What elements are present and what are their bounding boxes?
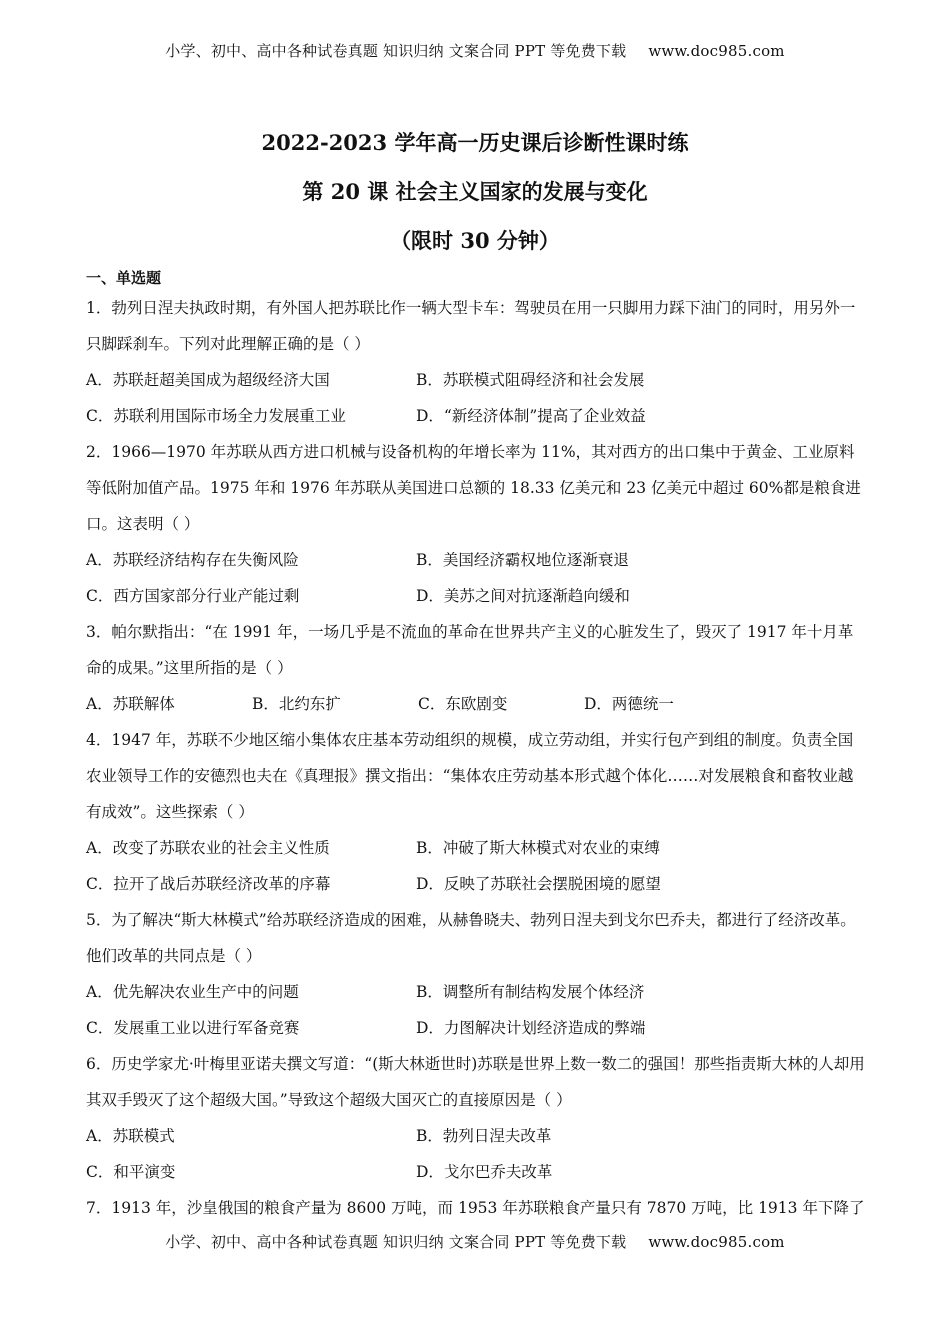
- page-footer: [0, 1231, 950, 1252]
- option-a: A．优先解决农业生产中的问题: [86, 983, 299, 1001]
- title-line-2: 第 20 课 社会主义国家的发展与变化: [302, 179, 648, 204]
- option-c: C．拉开了战后苏联经济改革的序幕: [86, 875, 331, 893]
- question-6: 6．历史学家尤·叶梅里亚诺夫撰文写道：“(斯大林逝世时)苏联是世界上数一数二的强国！那些指责斯大林的人却用其双手毁灭了这个超级大国。”导致这个超级大国灭亡的直接原因是（ ）: [86, 1055, 865, 1109]
- option-row: [86, 542, 866, 578]
- option-row: [86, 686, 866, 722]
- question-1: 1．勃列日涅夫执政时期，有外国人把苏联比作一辆大型卡车：驾驶员在用一只脚用力踩下油门的同时，用另外一只脚踩刹车。下列对此理解正确的是（ ）: [86, 299, 856, 353]
- option-row: [86, 362, 866, 398]
- option-a: A．苏联经济结构存在失衡风险: [86, 551, 299, 569]
- question-7: 7．1913 年，沙皇俄国的粮食产量为 8600 万吨，而 1953 年苏联粮食产量只有 7870 万吨，比 1913 年下降了: [86, 1199, 865, 1217]
- option-row: [86, 974, 866, 1010]
- option-a: A．改变了苏联农业的社会主义性质: [86, 839, 330, 857]
- option-row: [86, 1010, 866, 1046]
- question-5: 5．为了解决“斯大林模式”给苏联经济造成的困难，从赫鲁晓夫、勃列日涅夫到戈尔巴乔夫，都进行了经济改革。他们改革的共同点是（ ）: [86, 911, 856, 965]
- option-a: A．苏联解体: [86, 695, 175, 713]
- question-4: 4．1947 年，苏联不少地区缩小集体农庄基本劳动组织的规模，成立劳动组，并实行包产到组的制度。负责全国农业领导工作的安德烈也夫在《真理报》撰文指出：“集体农庄劳动基本形式越个体化……对发展粮食和畜牧业越有成效”。这些探索（ ）: [86, 731, 854, 821]
- footer-site: www.doc985.com: [648, 1233, 785, 1251]
- title-line-1: 2022-2023 学年高一历史课后诊断性课时练: [261, 130, 689, 155]
- footer-text: 小学、初中、高中各种试卷真题 知识归纳 文案合同 PPT 等免费下载: [165, 1233, 627, 1251]
- option-d: D．戈尔巴乔夫改革: [416, 1163, 553, 1181]
- question-list: [86, 266, 866, 1226]
- option-d: D．反映了苏联社会摆脱困境的愿望: [416, 875, 661, 893]
- option-c: C．发展重工业以进行军备竞赛: [86, 1019, 300, 1037]
- option-c: C．东欧剧变: [418, 695, 508, 713]
- option-row: [86, 578, 866, 614]
- option-c: C．西方国家部分行业产能过剩: [86, 587, 300, 605]
- option-row: [86, 866, 866, 902]
- question-2: 2．1966—1970 年苏联从西方进口机械与设备机构的年增长率为 11%，其对西方的出口集中于黄金、工业原料等低附加值产品。1975 年和 1976 年苏联从美国进口总额的 18.33 亿美元和 23 亿美元中超过 60%都是粮食进口。这表明（ ）: [86, 443, 861, 533]
- header-site: www.doc985.com: [648, 42, 785, 60]
- option-a: A．苏联模式: [86, 1127, 175, 1145]
- question-3: 3．帕尔默指出：“在 1991 年，一场几乎是不流血的革命在世界共产主义的心脏发生了，毁灭了 1917 年十月革命的成果。”这里所指的是（ ）: [86, 623, 854, 677]
- option-b: B．苏联模式阻碍经济和社会发展: [416, 371, 645, 389]
- page-header: [0, 40, 950, 61]
- title-line-3: （限时 30 分钟）: [390, 228, 560, 253]
- option-d: D．力图解决计划经济造成的弊端: [416, 1019, 646, 1037]
- option-b: B．勃列日涅夫改革: [416, 1127, 552, 1145]
- option-b: B．美国经济霸权地位逐渐衰退: [416, 551, 629, 569]
- option-c: C．苏联利用国际市场全力发展重工业: [86, 407, 346, 425]
- option-b: B．北约东扩: [252, 695, 341, 713]
- section-heading: 一、单选题: [86, 269, 162, 287]
- option-c: C．和平演变: [86, 1163, 176, 1181]
- option-row: [86, 1118, 866, 1154]
- option-b: B．调整所有制结构发展个体经济: [416, 983, 645, 1001]
- option-d: D．“新经济体制”提高了企业效益: [416, 407, 646, 425]
- option-row: [86, 398, 866, 434]
- option-d: D．美苏之间对抗逐渐趋向缓和: [416, 587, 630, 605]
- option-d: D．两德统一: [584, 695, 674, 713]
- header-text: 小学、初中、高中各种试卷真题 知识归纳 文案合同 PPT 等免费下载: [165, 42, 627, 60]
- option-row: [86, 1154, 866, 1190]
- option-b: B．冲破了斯大林模式对农业的束缚: [416, 839, 660, 857]
- option-row: [86, 830, 866, 866]
- option-a: A．苏联赶超美国成为超级经济大国: [86, 371, 330, 389]
